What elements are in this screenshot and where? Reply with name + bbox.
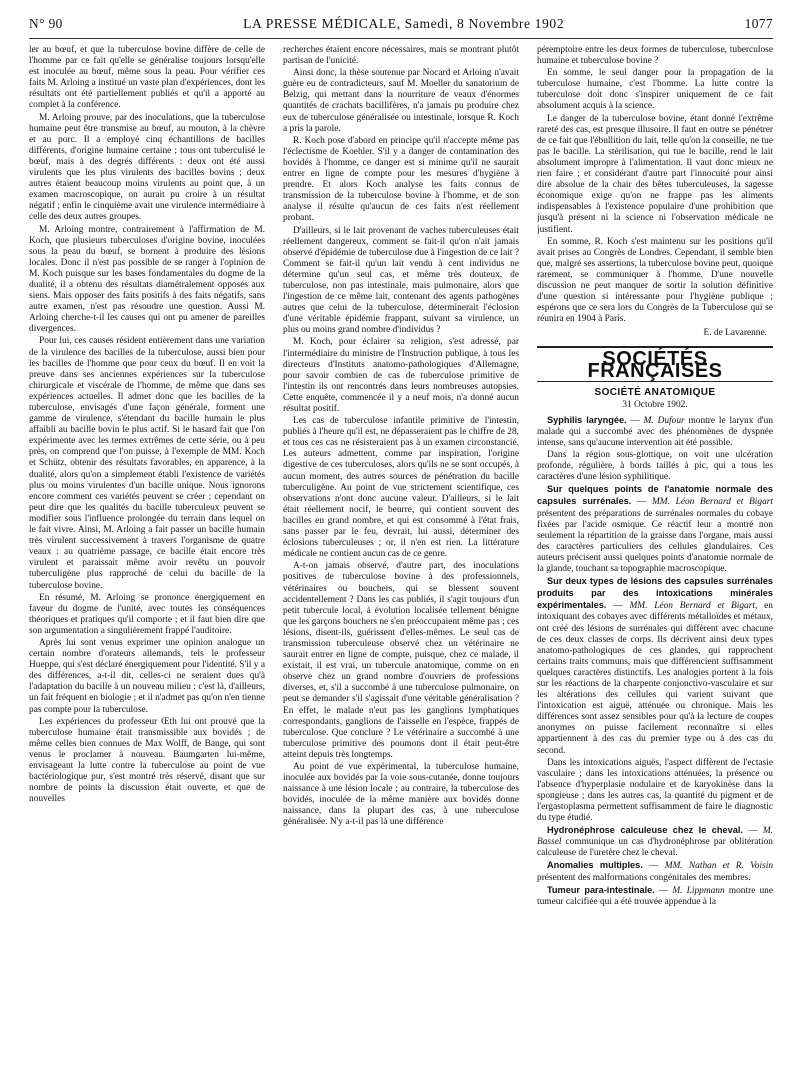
entry-heading: Sur deux types de lésions des capsules surrénales produits par des intoxications minérales expérimentales. [537,576,773,611]
paragraph: Ainsi donc, la thèse soutenue par Nocard et Arloing n'avait guère eu de contradicteurs, sauf M. Moeller du sanatorium de Belzig, qui mettant dans la nourriture de veaux d'énormes quantités de crachats bacillifères, n'a jamais pu produire chez eux de tuberculose généralisée ou intestinale, lorsque R. Koch a pris la parole. [283,68,519,134]
entry-text: montre le larynx d'un malade qui a succombé avec des phénomènes de dyspnée intense, sans qu'aucune intervention ait été possible. [537,415,773,448]
paragraph: ler au bœuf, et que la tuberculose bovine diffère de celle de l'homme par ce fait qu'elle se généralise toujours lorsqu'elle est inoculée au bœuf, même sous la peau. Pour vérifier ces faits M. Arloing a institué un vaste plan d'expériences, dont les résultats ont été partiellement publiés et qu'il a apporté au complet à la conférence. [29,45,265,111]
column-2 [283,45,519,1069]
paragraph: Pour lui, ces causes résident entièrement dans une variation de la virulence des bacilles de la tuberculose, aussi bien pour les bacilles de l'homme que pour ceux du bœuf. Il en voit la preuve dans ses anciennes expériences sur la tuberculose chirurgicale et viscérale de l'homme, de même que dans ses expériences actuelles. Il admet donc que les bacilles de la tuberculose, envisagés d'une façon générale, forment une gamme de virulence, s'étendant du bacille humain le plus affaibli au bacille bovin le plus actif. Si le hasard fait que l'on expérimente avec les termes extrêmes de cette série, ou à peu près, on comprend que l'on puisse, à l'exemple de MM. Koch et Schütz, obtenir des résultats favorables, en apparence, à la dualité, alors qu'on a simplement établi l'existence de variétés plus ou moins virulentes d'un bacille unique. Nous ignorons encore comment ces variétés peuvent se créer ; cependant on peut dire que les qualités du bacille tuberculeux peuvent se modifier sous l'influence prolongée du terrain dans lequel on le fait vivre. Ainsi, M. Arloing a fait passer un bacille humain très virulent successivement à travers l'organisme de quatre veaux : au quatrième passage, ce bacille était encore très virulent et paraissait même avoir revêtu un pouvoir tuberculigène plus rapproché de celui du bacille de la tuberculose bovine. [29,336,265,591]
entry-text: Dans la région sous-glottique, on voit une ulcération profonde, régulière, à bords taillés à pic, qui a tous les caractères d'une lésion syphilitique. [537,450,773,483]
paragraph: En résumé, M. Arloing se prononce énergiquement en faveur du dogme de l'unité, avec toutes les conséquences théoriques et pratiques qu'il comporte ; et il faut bien dire que son argumentation a singulièrement frappé l'auditoire. [29,592,265,636]
entry-heading: Tumeur para-intestinale. [547,884,655,895]
columns [29,39,773,1069]
proceedings-entry: Syphilis laryngée. — M. Dufour montre le larynx d'un malade qui a succombé avec des phénomènes de dyspnée intense, sans qu'aucune intervention ait été possible. [537,414,773,448]
proceedings-entry: Sur quelques points de l'anatomie normale des capsules surrénales. — MM. Léon Bernard et Bigart présentent des préparations de surrénales normales du cobaye fixées par l'acide osmique. Ce réactif leur a montré non seulement la répartition de la graisse dans l'organe, mais aussi des caractères particuliers des cellules glandulaires. Ces auteurs précisent aussi quelques points d'anatomie normale de la glande, touchant sa topographie macroscopique. [537,484,773,575]
paragraph: M. Arloing montre, contrairement à l'affirmation de M. Koch, que plusieurs tuberculoses d'origine bovine, inoculées sous la peau du bœuf, se bornent à produire des lésions locales. Donc il n'est pas possible de se ranger à l'opinion de M. Koch puisque sur les bases fondamentales du dogme de la dualité, il a obtenu des résultats diamétralement opposés aux siens. Mais opposer des faits positifs à des faits négatifs, sans autre examen, n'est pas résoudre une question. Aussi M. Arloing cherche-t-il les causes qui ont pu amener de pareilles divergences. [29,224,265,335]
column-3 [537,45,773,1069]
page [29,16,773,1072]
entry-text: présentent des malformations congénitales des membres. [537,872,751,883]
proceedings-entry: Hydronéphrose calculeuse chez le cheval. — M. Bassel communique un cas d'hydronéphrose par oblitération calculeuse de l'uretère chez le cheval. [537,825,773,859]
running-header [29,16,773,35]
proceedings-entry: Sur deux types de lésions des capsules surrénales produits par des intoxications minérales expérimentales. — MM. Léon Bernard et Bigart, en intoxiquant des cobayes avec différents métalloïdes et métaux, ont créé des lésions de surrénales qui diffèrent avec chacune de ces deux classes de corps. Ils décrivent ainsi deux types anatomo-pathologiques de ces glandes, qui rapprochent certains traits communs, mais que différencient suffisamment quelques caractères distinctifs. Les analogies portent à la fois sur les réactions de la charpente conjonctivo-vasculaire et sur les altérations des cellules qui varient suivant que l'intoxication est aiguë, atténuée ou chronique. Mais les différences sont assez sensibles pour qu'à la lecture de coupes anonymes on puisse facilement reconnaître si elles appartiennent à des cas du premier type ou à des cas du second. [537,576,773,756]
column-1 [29,45,265,1069]
entry-heading: Sur quelques points de l'anatomie normale des capsules surrénales. [537,484,773,507]
paragraph: Les expériences du professeur Œth lui ont prouvé que la tuberculose humaine était transmissible aux bovidés ; de même celles bien connues de Max Wolff, de Bange, qui sont venus le proclamer à nouveau. Baumgarten lui-même, envisageant la lutte contre la tuberculose au point de vue bactériologique pur, s'est montré très réservé, disant que sur nombre de points la discussion était ouverte, et que de nouvelles [29,716,265,805]
page-number: 1077 [744,16,773,31]
paragraph: recherches étaient encore nécessaires, mais se montrant plutôt partisan de l'unicité. [283,45,519,67]
meeting-date: 31 Octobre 1902. [622,399,688,410]
entry-text: montre une tumeur calcifiée qui a été trouvée appendue à la [537,885,773,907]
paragraph: Les cas de tuberculose infantile primitive de l'intestin, publiés à l'heure qu'il est, ne dépasseraient pas le chiffre de 28, et tous ces cas ne résisteraient pas à un examen circonstancié. Les auteurs admettent, comme par inspiration, l'origine digestive de ces tuberculoses, alors qu'ils ne se sont occupés, à aucun moment, des autres sources de pénétration du bacille tuberculigène. Au point de vue strictement scientifique, ces observations n'ont donc aucune valeur. D'ailleurs, si le lait était réellement nocif, le beurre, qui contient souvent des bacilles en grand nombre, et qui est consommé à l'état frais, sans passer par le feu, devrait, lui aussi, déterminer des éclosions tuberculeuses ; or, il n'en est rien. La littérature médicale ne contient aucun cas de ce genre. [283,416,519,560]
author-signature: E. de Lavarenne. [703,328,767,339]
society-name: SOCIÉTÉ ANATOMIQUE [594,386,716,398]
entry-text: communique un cas d'hydronéphrose par oblitération calculeuse de l'uretère chez le cheval. [537,837,773,859]
paragraph: Au point de vue expérimental, la tuberculose humaine, inoculée aux bovidés par la voie sous-cutanée, donne toujours naissance à une lésion locale ; au contraire, la tuberculose des bovidés, inoculée de la même manière aux bovidés donne naissance, dans la plupart des cas, à une tuberculose généralisée. N'y a-t-il pas là une différence [283,762,519,828]
proceedings-entry: Tumeur para-intestinale. — M. Lippmann montre une tumeur calcifiée qui a été trouvée appendue à la [537,884,773,907]
paragraph: A-t-on jamais observé, d'autre part, des inoculations positives de tuberculose bovine à des professionnels, vétérinaires ou bouchers, qui se blessent souvent accidentellement ? Dans les cas publiés, il s'agit toujours d'un petit tubercule local, à évolution localisée tellement bénigne que les garçons bouchers ne s'en préoccupaient même pas ; ces lésions, disent-ils, guérissent d'elles-mêmes. Le seul cas de transmission tuberculeuse observé chez un vétérinaire ne saurait entrer en ligne de compte, puisque, chez ce malade, il existait, il est vrai, un tubercule anatomique, comme on en observe chez un grand nombre d'ouvriers de professions diverses, et, s'il a succombé à une tuberculose pulmonaire, on peut se demander s'il s'agissait d'une véritable généralisation ? En effet, le malade n'eut pas les ganglions lymphatiques correspondants, ganglions de l'aisselle en l'espèce, frappés de tuberculose. Que conclure ? Le vétérinaire a succombé à une tuberculose primitive des poumons dont il était peut-être atteint depuis très longtemps. [283,561,519,760]
entry-authors: M. Lippmann [672,885,725,896]
entry-heading: Anomalies multiples. [547,860,643,871]
entry-authors: MM. Léon Bernard et Bigart [651,497,773,508]
entry-heading: Hydronéphrose calculeuse chez le cheval. [547,825,743,836]
issue-number: N° 90 [29,16,63,31]
paragraph: péremptoire entre les deux formes de tuberculose, tuberculose humaine et tuberculose bovine ? [537,45,773,67]
section-title: SOCIÉTÉS FRANÇAISES [537,346,773,381]
proceedings-list [537,415,773,908]
paragraph: En somme, R. Koch s'est maintenu sur les positions qu'il avait prises au Congrès de Londres. Cependant, il semble bien que, malgré ses assertions, la tuberculose bovine peut, quoique rarement, se communiquer à l'homme. D'une nouvelle discussion ne peut manquer de sortir la solution définitive d'une question si intéressante pour l'hygiène publique ; espérons que ce sera lors du Congrès de la Tuberculose qui se réunira en 1904 à Paris. [537,236,773,325]
proceedings-entry [537,758,773,825]
journal-title: LA PRESSE MÉDICALE, Samedi, 8 Novembre 1902 [243,16,565,31]
entry-text: Dans les intoxications aiguës, l'aspect diffèrent de l'ectasie vasculaire ; dans les intoxications atténuées, la présence ou l'absence d'hyperplasie nodulaire et de karyokinèse dans la spongieuse ; dans les autres cas, la quantité du pigment et de l'ergastoplasma permettent suffisamment de faire le diagnostic du type étudié. [537,757,773,824]
paragraph: R. Koch pose d'abord en principe qu'il n'accepte même pas l'éclectisme de Koehler. S'il y a danger de contamination des bovidés à l'homme, ce danger est si minime qu'il ne saurait entrer en ligne de compte pour les mesures d'hygiène à prendre. Et alors Koch analyse les faits connus de transmission de la tuberculose bovine à l'homme, et de son analyse il résulte qu'aucun de ces faits n'est réellement probant. [283,135,519,224]
proceedings-entry [537,450,773,483]
entry-text: présentent des préparations de surrénales normales du cobaye fixées par l'acide osmique. Ce réactif leur a montré non seulement la répartition de la graisse dans l'organe, mais aussi des caractères particuliers des cellules glandulaires. Ces auteurs précisent aussi quelques points d'anatomie normale de la glande, touchant sa topographie macroscopique. [537,508,773,575]
entry-authors: M. Dufour [643,415,685,426]
entry-authors: M. Bassel [537,826,773,848]
entry-heading: Syphilis laryngée. [547,414,627,425]
paragraph: En somme, le seul danger pour la propagation de la tuberculose humaine, c'est l'homme. La lutte contre la tuberculose doit donc s'inspirer uniquement de ce fait absolument acquis à la science. [537,68,773,112]
proceedings-entry: Anomalies multiples. — MM. Nathan et R. Voisin présentent des malformations congénitales des membres. [537,860,773,883]
paragraph: M. Arloing prouve, par des inoculations, que la tuberculose humaine peut être transmise au bœuf, au mouton, à la chèvre et au porc. Il a employé cinq échantillons de bacilles différents, d'origine humaine certaine ; tous ont tuberculisé le bœuf, mais à des degrés différents : deux ont été aussi virulents que les plus virulents des bacilles bovins ; deux autres étaient beaucoup moins virulents au point que, à un examen macroscopique, on aurait pu croire à un résultat négatif ; enfin le cinquième avait une virulence intermédiaire à celle des deux autres groupes. [29,112,265,223]
paragraph: Le danger de la tuberculose bovine, étant donné l'extrême rareté des cas, est presque illusoire. Il faut en outre se pénétrer de ce fait que l'ébullition du lait, telle qu'on la conseille, ne tue pas le bacille. La stérilisation, qui tue le bacille, rend le lait absolument impropre à l'alimentation. Il vaut donc mieux ne rien faire ; et considérant d'autre part l'innocuité pour ainsi dire absolue de la chair des bêtes tuberculeuses, la sagesse économique exige qu'on ne frappe pas les aliments indispensables à l'existence populaire d'une prohibition que jusqu'à présent ni la science ni l'observation médicale ne justifient. [537,113,773,235]
entry-authors: MM. Léon Bernard et Bigart [629,601,755,612]
paragraph: D'ailleurs, si le lait provenant de vaches tuberculeuses était réellement dangereux, comment se fait-il qu'on n'ait jamais observé d'épidémie de tuberculose due à l'ingestion de ce lait ? Comment se fait-il qu'un lait vendu à cent individus ne détermine qu'un seul cas, et même très douteux, de tuberculose, non pas intestinale, mais pulmonaire, alors que l'ingestion de ce même lait, contenant des agents pathogènes autres que celui de la tuberculose, déterminerait l'éclosion d'une véritable épidémie frappant, suivant sa virulence, un plus ou moins grand nombre d'individus ? [283,225,519,336]
paragraph: M. Koch, pour éclairer sa religion, s'est adressé, par l'intermédiaire du ministre de l'Instruction publique, à tous les directeurs d'Instituts anatomo-pathologiques d'Allemagne, pour savoir combien de cas de tuberculose primitive de l'intestin ils ont rencontrés dans leurs nombreuses autopsies. Cette enquête, commencée il y a neuf mois, n'a donné aucun résultat positif. [283,337,519,414]
entry-text: , en intoxiquant des cobayes avec différents métalloïdes et métaux, ont créé des lésions de surrénales qui diffèrent avec chacune de ces deux classes de corps. Ils décrivent ainsi deux types anatomo-pathologiques de ces glandes, qui rapprochent certains traits communs, mais que différencient suffisamment quelques caractères distinctifs. Les analogies portent à la fois sur les réactions de la charpente conjonctivo-vasculaire et sur les altérations des cellules qui varient suivant que l'intoxication est aiguë, atténuée ou chronique. Mais les différences sont assez sensibles pour qu'à la lecture de coupes anonymes on puisse facilement reconnaître si elles appartiennent à des cas du premier type ou à des cas du second. [537,601,773,756]
paragraph: Après lui sont venus exprimer une opinion analogue un certain nombre d'orateurs allemands, tels le professeur Hueppe, qui s'est déclaré énergiquement pour l'identité. S'il y a des différences, a-t-il dit, celles-ci ne seraient dues qu'à l'adaptation du bacille à un nouveau milieu : c'est là, d'ailleurs, un fait fréquent en biologie ; et il n'admet pas qu'on n'en tienne pas compte pour la tuberculose. [29,637,265,715]
entry-authors: MM. Nathan et R. Voisin [664,861,773,872]
